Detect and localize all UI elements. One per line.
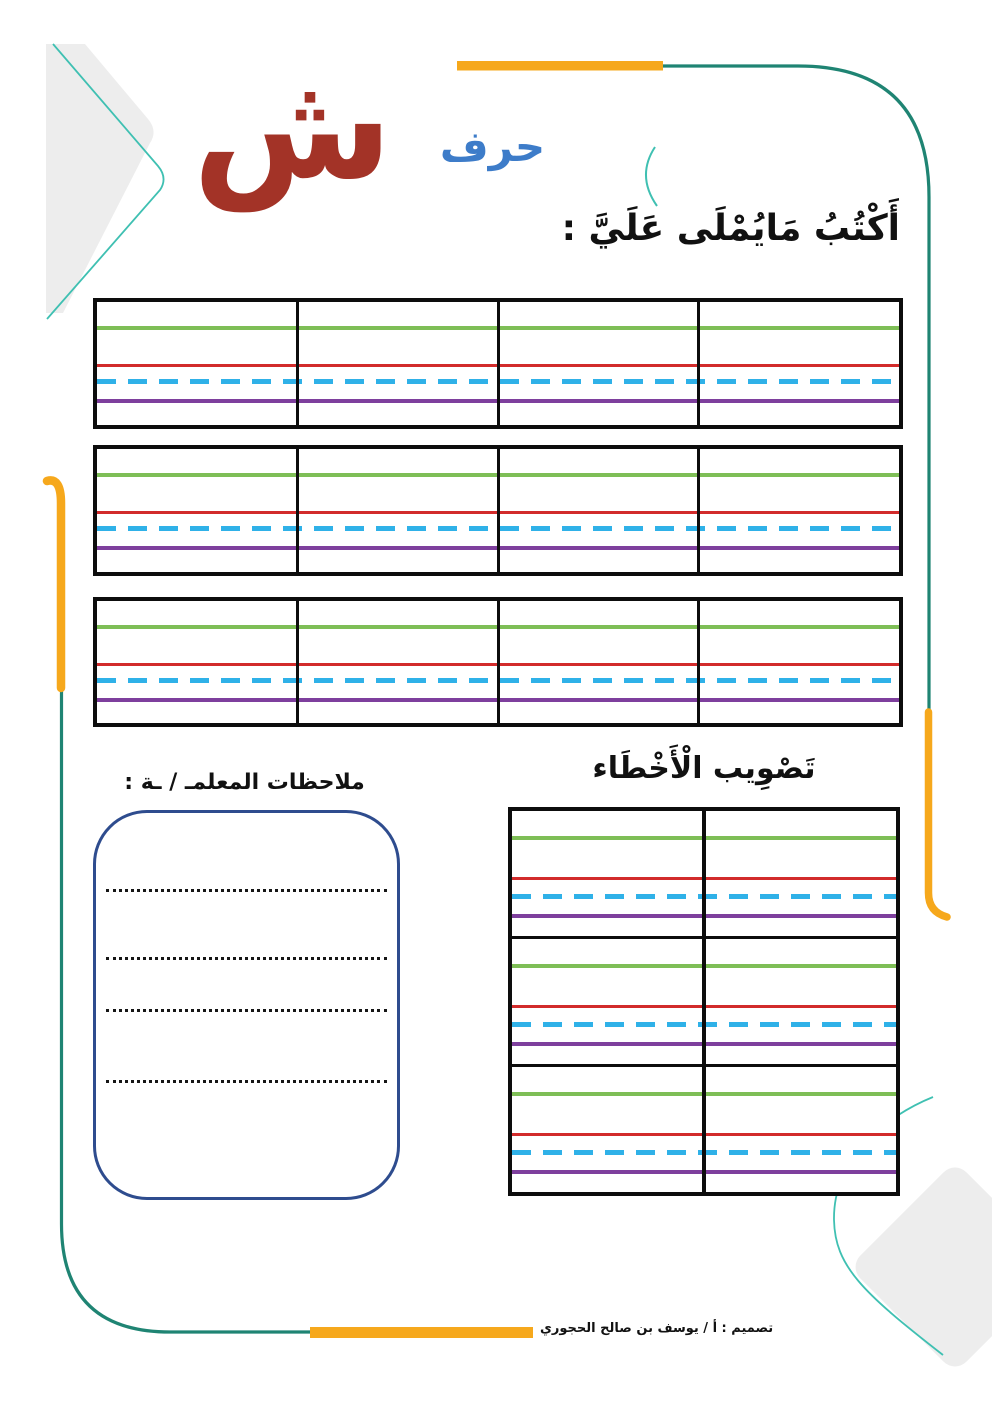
column-divider	[497, 601, 500, 723]
top-orange-bar	[457, 61, 663, 71]
left-orange-hook	[47, 480, 61, 688]
column-divider	[296, 601, 299, 723]
correction-table	[508, 807, 900, 1196]
top-left-teal-flourish	[47, 44, 164, 319]
dotted-writing-line	[106, 1009, 387, 1012]
top-left-gray-chevron	[46, 44, 154, 313]
dotted-writing-line	[106, 889, 387, 892]
teacher-notes-box	[93, 810, 400, 1200]
dictation-table-2	[93, 445, 903, 576]
correction-heading: تَصْوِيب الْأَخْطَاء	[592, 751, 816, 786]
column-divider	[697, 302, 700, 425]
column-divider	[497, 302, 500, 425]
column-divider	[697, 449, 700, 572]
dotted-writing-line	[106, 957, 387, 960]
column-divider	[697, 601, 700, 723]
dotted-writing-line	[106, 1080, 387, 1083]
dictation-table-1	[93, 298, 903, 429]
footer-orange-bar	[310, 1327, 533, 1338]
teacher-notes-heading: ملاحظات المعلمـ / ـة :	[124, 770, 365, 795]
page-title-word: حرف	[439, 122, 546, 171]
page-title-letter: ش	[192, 43, 393, 212]
column-divider	[296, 302, 299, 425]
dictation-table-3	[93, 597, 903, 727]
right-orange-hook	[929, 712, 948, 917]
column-divider	[702, 811, 706, 1192]
column-divider	[497, 449, 500, 572]
designer-credit: تصميم : أ / يوسف بن صالح الحجوري	[540, 1321, 774, 1336]
dictation-heading: أَكْتُبُ مَايُمْلَى عَلَيَّ :	[561, 208, 900, 249]
column-divider	[296, 449, 299, 572]
